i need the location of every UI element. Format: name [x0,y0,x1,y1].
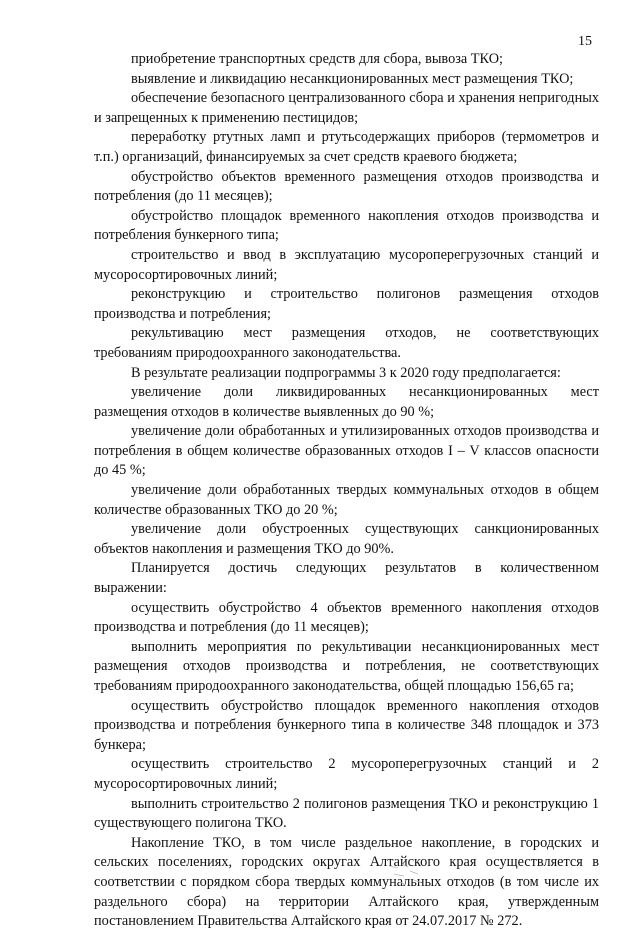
paragraph: выявление и ликвидацию несанкционированных мест размещения ТКО; [131,70,574,87]
paragraph: Планируется достичь следующих результатов в количественном выражении: [94,560,599,597]
paragraph: осуществить обустройство площадок временного накопления отходов производства и потребления бункерного типа в количестве 348 площадок и 373 бункера; [94,697,599,753]
paragraph: обеспечение безопасного централизованного сбора и хранения непригодных и запрещенных к применению пестицидов; [94,90,599,126]
paragraph: переработку ртутных ламп и ртутьсодержащих приборов (термометров и т.п.) организаций, финансируемых за счет средств краевого бюджета; [94,129,599,165]
paragraph: приобретение транспортных средств для сбора, вывоза ТКО; [131,51,504,67]
paragraph: увеличение доли обработанных и утилизированных отходов производства и потребления в общем количестве образованных отходов I – V классов опасности до 45 %; [94,423,599,479]
paragraph: осуществить обустройство 4 объектов временного накопления отходов производства и потребления (до 11 месяцев); [94,599,599,636]
scan-artifact-marks [388,862,428,888]
paragraph: обустройство объектов временного размещения отходов производства и потребления (до 11 месяцев); [94,168,599,205]
paragraph: строительство и ввод в эксплуатацию мусороперегрузочных станций и мусоросортировочных линий; [94,246,599,283]
paragraph: осуществить строительство 2 мусороперегрузочных станций и 2 мусоросортировочных линий; [94,756,599,792]
document-body [94,50,599,932]
paragraph: Накопление ТКО, в том числе раздельное накопление, в городских и сельских поселениях, городских округах Алтайского края осуществляется в соответствии с порядком сбора твердых коммунальных отходов (в том числе их раздельного сбора) на территории Алтайского края, утвержденным постановлением Правительства Алтайского края от 24.07.2017 № 272. [94,834,599,930]
page-number: 15 [578,34,592,49]
paragraph: увеличение доли обработанных твердых коммунальных отходов в общем количестве образованных ТКО до 20 %; [94,482,599,518]
paragraph: реконструкцию и строительство полигонов размещения отходов производства и потребления; [94,286,599,322]
paragraph: В результате реализации подпрограммы 3 к 2020 году предполагается: [131,364,561,381]
paragraph: обустройство площадок временного накопления отходов производства и потребления бункерного типа; [94,207,599,244]
paragraph: рекультивацию мест размещения отходов, не соответствующих требованиям природоохранного законодательства. [94,325,599,361]
paragraph: увеличение доли обустроенных существующих санкционированных объектов накопления и размещения ТКО до 90%. [94,521,599,557]
paragraph: выполнить строительство 2 полигонов размещения ТКО и реконструкцию 1 существующего полигона ТКО. [94,795,599,832]
paragraph: увеличение доли ликвидированных несанкционированных мест размещения отходов в количестве выявленных до 90 %; [94,384,599,420]
paragraph: выполнить мероприятия по рекультивации несанкционированных мест размещения отходов производства и потребления, не соответствующих требованиям природоохранного законодательства, общей площадью 156,65 га; [94,638,599,694]
